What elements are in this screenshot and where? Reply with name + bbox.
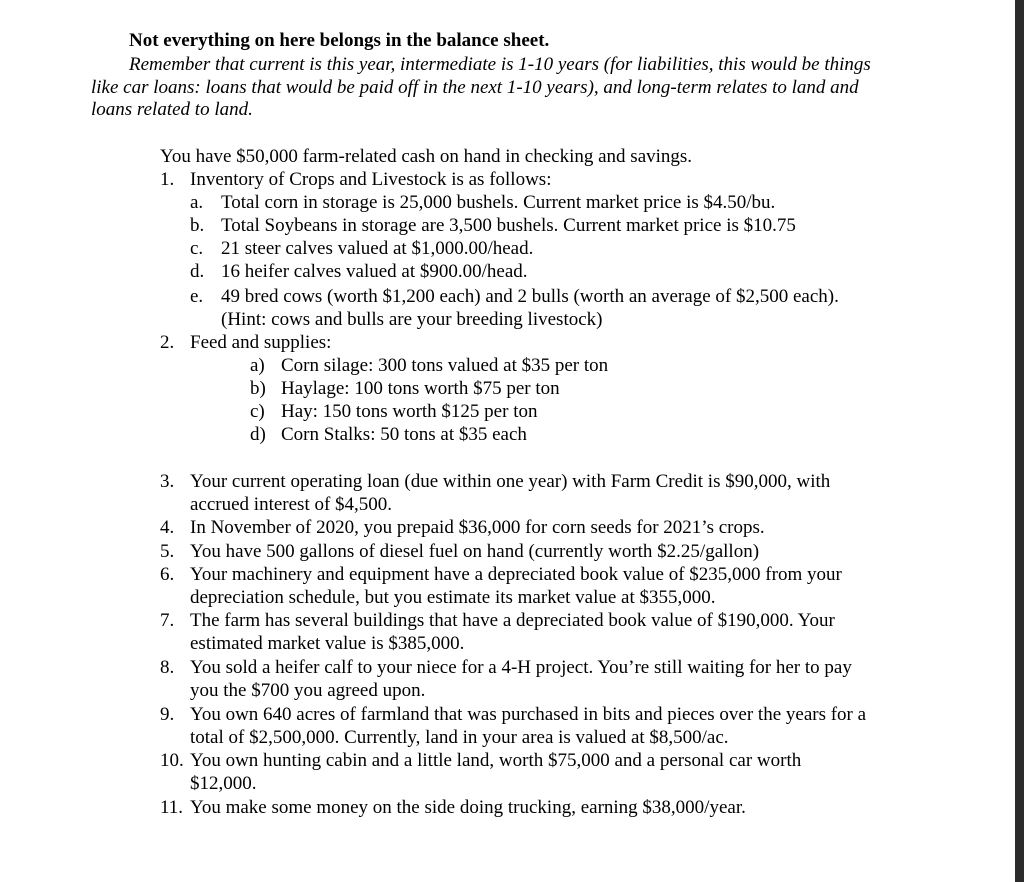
- item-text: you the $700 you agreed upon.: [190, 680, 426, 701]
- item-text: $12,000.: [190, 773, 257, 794]
- item-number: 8.: [160, 657, 175, 678]
- item-text: estimated market value is $385,000.: [190, 633, 465, 654]
- sub-item-marker: e.: [190, 286, 204, 307]
- item-text: Inventory of Crops and Livestock is as follows:: [190, 169, 552, 190]
- item-text: You own hunting cabin and a little land, worth $75,000 and a personal car worth: [190, 750, 802, 771]
- item-number: 7.: [160, 610, 175, 631]
- item-text: You own 640 acres of farmland that was purchased in bits and pieces over the years for a: [190, 704, 867, 725]
- item-text: You sold a heifer calf to your niece for a 4-H project. You’re still waiting for her to pay: [190, 657, 852, 678]
- item-text: You have 500 gallons of diesel fuel on hand (currently worth $2.25/gallon): [190, 541, 760, 562]
- item-text: depreciation schedule, but you estimate its market value at $355,000.: [190, 587, 716, 608]
- sub-item-text: Total corn in storage is 25,000 bushels. Current market price is $4.50/bu.: [221, 192, 776, 213]
- sub-item-marker: d): [250, 424, 266, 445]
- item-text: Your machinery and equipment have a depreciated book value of $235,000 from your: [190, 564, 842, 585]
- item-number: 4.: [160, 517, 175, 538]
- item-text: Feed and supplies:: [190, 332, 332, 353]
- cash-line: You have $50,000 farm-related cash on hand in checking and savings.: [160, 146, 693, 167]
- item-number: 2.: [160, 332, 175, 353]
- item-text: The farm has several buildings that have a depreciated book value of $190,000. Your: [190, 610, 835, 631]
- sub-item-marker: c.: [190, 238, 204, 259]
- heading: Not everything on here belongs in the balance sheet.: [129, 30, 550, 51]
- item-text: total of $2,500,000. Currently, land in your area is valued at $8,500/ac.: [190, 727, 729, 748]
- sub-item-text: Corn silage: 300 tons valued at $35 per ton: [281, 355, 609, 376]
- sub-item-text: Hay: 150 tons worth $125 per ton: [281, 401, 538, 422]
- sub-item-text: Haylage: 100 tons worth $75 per ton: [281, 378, 560, 399]
- sub-item-text: 21 steer calves valued at $1,000.00/head.: [221, 238, 534, 259]
- item-number: 6.: [160, 564, 175, 585]
- item-text: In November of 2020, you prepaid $36,000 for corn seeds for 2021’s crops.: [190, 517, 765, 538]
- item-text: You make some money on the side doing trucking, earning $38,000/year.: [190, 797, 746, 818]
- item-number: 1.: [160, 169, 175, 190]
- sub-item-marker: b): [250, 378, 266, 399]
- item-number: 11.: [160, 797, 184, 818]
- sub-item-text: (Hint: cows and bulls are your breeding livestock): [221, 309, 603, 330]
- sub-item-text: 16 heifer calves valued at $900.00/head.: [221, 261, 528, 282]
- sub-item-text: Corn Stalks: 50 tons at $35 each: [281, 424, 527, 445]
- sub-item-text: 49 bred cows (worth $1,200 each) and 2 bulls (worth an average of $2,500 each).: [221, 286, 839, 307]
- sub-item-text: Total Soybeans in storage are 3,500 bushels. Current market price is $10.75: [221, 215, 796, 236]
- sub-item-marker: d.: [190, 261, 205, 282]
- sub-item-marker: c): [250, 401, 265, 422]
- item-text: accrued interest of $4,500.: [190, 494, 393, 515]
- item-number: 10.: [160, 750, 184, 771]
- sub-item-marker: a.: [190, 192, 204, 213]
- intro-paragraph: Remember that current is this year, intermediate is 1-10 years (for liabilities, this would be things like car loans: loans that would be paid off in the next 1-10 years), and long-term relates to land and loans related to land.: [91, 54, 871, 120]
- window-edge-bar: [1015, 0, 1024, 882]
- sub-item-marker: a): [250, 355, 265, 376]
- item-number: 5.: [160, 541, 175, 562]
- item-number: 9.: [160, 704, 175, 725]
- item-text: Your current operating loan (due within one year) with Farm Credit is $90,000, with: [190, 471, 831, 492]
- sub-item-marker: b.: [190, 215, 205, 236]
- item-number: 3.: [160, 471, 175, 492]
